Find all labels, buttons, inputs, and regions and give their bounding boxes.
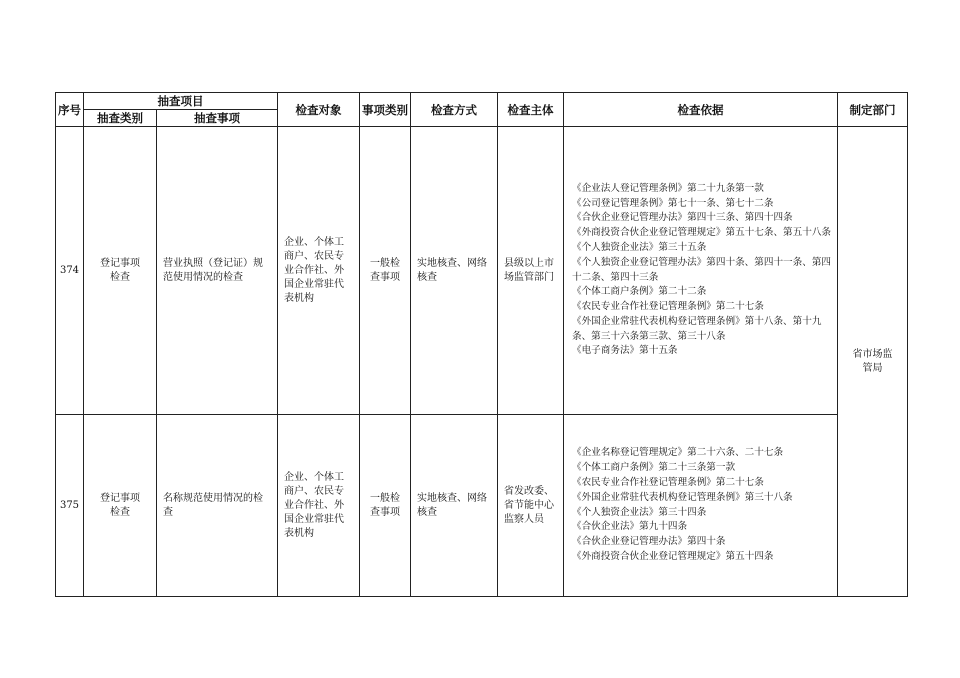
- row-category: 登记事项检查: [84, 127, 157, 415]
- row-item: 名称规范使用情况的检查: [157, 415, 278, 597]
- row-dept: 省市场监管局: [838, 127, 908, 597]
- basis-line: 《企业名称登记管理规定》第二十六条、二十七条: [572, 447, 784, 459]
- basis-line: 《合伙企业登记管理办法》第四十三条、第四十四条: [572, 212, 793, 224]
- row-item-type: 一般检查事项: [360, 127, 411, 415]
- header-object: 检查对象: [278, 93, 360, 127]
- basis-line: 《合伙企业登记管理办法》第四十条: [572, 536, 726, 548]
- basis-line: 《外国企业常驻代表机构登记管理条例》第十八条、第十九条、第三十六条第三款、第三十八条: [572, 315, 822, 342]
- header-item: 抽查事项: [157, 110, 278, 127]
- row-seq: 375: [56, 415, 84, 597]
- basis-line: 《外商投资合伙企业登记管理规定》第五十七条、第五十八条: [572, 227, 832, 239]
- row-object: 企业、个体工商户、农民专业合作社、外国企业常驻代表机构: [278, 415, 360, 597]
- row-item-type: 一般检查事项: [360, 415, 411, 597]
- basis-line: 《农民专业合作社登记管理条例》第二十七条: [572, 476, 764, 488]
- row-subject: 县级以上市场监管部门: [498, 127, 564, 415]
- basis-line: 《外商投资合伙企业登记管理规定》第五十四条: [572, 550, 774, 562]
- row-item: 营业执照（登记证）规范使用情况的检查: [157, 127, 278, 415]
- row-basis: [564, 127, 838, 415]
- row-category: 登记事项检查: [84, 415, 157, 597]
- basis-line: 《个人独资企业法》第三十五条: [572, 241, 707, 253]
- basis-line: 《个体工商户条例》第二十三条第一款: [572, 462, 736, 474]
- header-subject: 检查主体: [498, 93, 564, 127]
- row-subject: 省发改委、省节能中心监察人员: [498, 415, 564, 597]
- header-item-type: 事项类别: [360, 93, 411, 127]
- header-dept: 制定部门: [838, 93, 908, 127]
- basis-line: 《个体工商户条例》第二十二条: [572, 286, 707, 298]
- header-method: 检查方式: [411, 93, 498, 127]
- basis-line: 《公司登记管理条例》第七十一条、第七十二条: [572, 197, 774, 209]
- header-category: 抽查类别: [84, 110, 157, 127]
- row-method: 实地核查、网络核查: [411, 415, 498, 597]
- basis-line: 《个人独资企业法》第三十四条: [572, 506, 707, 518]
- basis-line: 《合伙企业法》第九十四条: [572, 521, 688, 533]
- basis-line: 《企业法人登记管理条例》第二十九条第一款: [572, 182, 764, 194]
- row-seq: 374: [56, 127, 84, 415]
- row-basis: [564, 415, 838, 597]
- basis-line: 《电子商务法》第十五条: [572, 345, 678, 357]
- header-basis: 检查依据: [564, 93, 838, 127]
- table-row: [56, 127, 908, 415]
- row-object: 企业、个体工商户、农民专业合作社、外国企业常驻代表机构: [278, 127, 360, 415]
- inspection-table: [55, 92, 908, 597]
- header-seq: 序号: [56, 93, 84, 127]
- basis-line: 《农民专业合作社登记管理条例》第二十七条: [572, 301, 764, 313]
- table-row: [56, 415, 908, 597]
- basis-line: 《外国企业常驻代表机构登记管理条例》第三十八条: [572, 491, 793, 503]
- header-project-group: 抽查项目: [84, 93, 278, 110]
- basis-line: 《个人独资企业登记管理办法》第四十条、第四十一条、第四十二条、第四十三条: [572, 256, 832, 283]
- row-method: 实地核查、网络核查: [411, 127, 498, 415]
